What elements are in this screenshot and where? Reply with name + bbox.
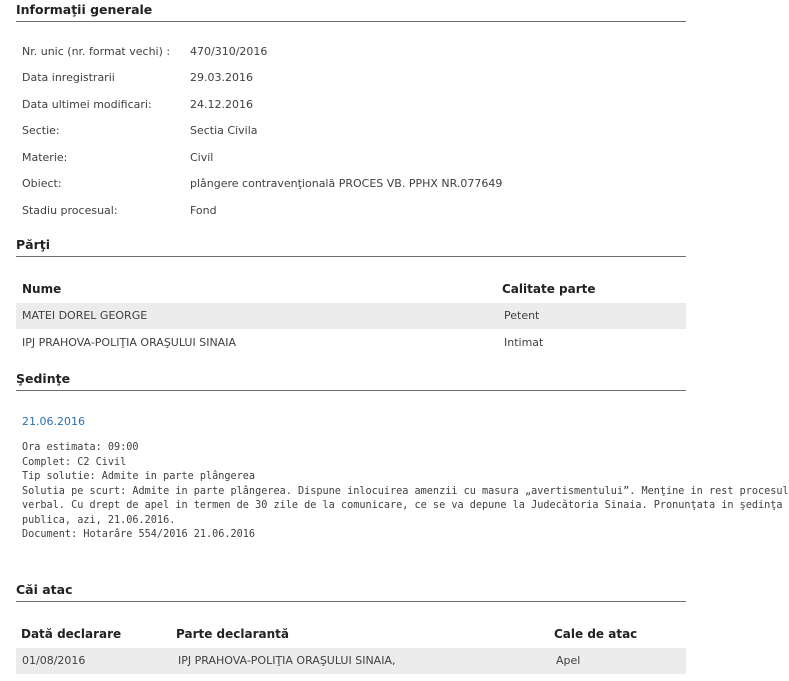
- field-value-stadiu-procesual: Fond: [190, 204, 217, 217]
- section-title-sedinte: Şedinţe: [16, 371, 686, 391]
- appeal-date: 01/08/2016: [22, 654, 86, 667]
- field-value-materie: Civil: [190, 151, 214, 164]
- hearing-tip-solutie: Tip solutie: Admite in parte plângerea: [22, 471, 256, 482]
- field-label-obiect: Obiect:: [22, 177, 62, 190]
- section-title-parti: Părţi: [16, 237, 686, 257]
- party-role: Petent: [504, 309, 540, 322]
- section-title-informatii-generale: Informaţii generale: [16, 2, 686, 22]
- hearing-solutia-line-3: publica, azi, 21.06.2016.: [22, 514, 176, 526]
- party-name: MATEI DOREL GEORGE: [22, 309, 148, 322]
- section-title-cai-atac: Căi atac: [16, 582, 686, 602]
- field-value-nr-unic: 470/310/2016: [190, 45, 268, 58]
- hearing-date-link[interactable]: 21.06.2016: [22, 415, 85, 428]
- hearing-complet: Complet: C2 Civil: [22, 456, 127, 468]
- hearing-ora-estimata: Ora estimata: 09:00: [22, 442, 139, 453]
- hearing-solutia-line-2: verbal. Cu drept de apel in termen de 30 zile de la comunicare, ce se va depune la Judecătoria Sinaia. Pronunţata in şedinţa: [22, 500, 783, 511]
- field-label-materie: Materie:: [22, 151, 68, 164]
- field-value-sectie: Sectia Civila: [190, 124, 258, 137]
- appeal-party: IPJ PRAHOVA-POLIŢIA ORAŞULUI SINAIA,: [178, 654, 396, 667]
- party-role: Intimat: [504, 336, 544, 349]
- column-header-cale-de-atac: Cale de atac: [554, 627, 638, 641]
- parti-table-header: [16, 276, 686, 302]
- table-row: [16, 303, 686, 329]
- cai-atac-table-header: [16, 621, 686, 647]
- field-label-data-inregistrarii: Data inregistrarii: [22, 71, 115, 84]
- field-label-nr-unic: Nr. unic (nr. format vechi) :: [22, 45, 171, 58]
- column-header-parte-declaranta: Parte declarantă: [176, 627, 289, 641]
- field-value-obiect: plângere contravenţională PROCES VB. PPHX NR.077649: [190, 177, 503, 190]
- field-label-sectie: Sectie:: [22, 124, 60, 137]
- hearing-details: [22, 441, 789, 543]
- field-value-data-ultimei-modificari: 24.12.2016: [190, 98, 253, 111]
- field-label-data-ultimei-modificari: Data ultimei modificari:: [22, 98, 152, 111]
- hearing-document: Document: Hotarâre 554/2016 21.06.2016: [22, 529, 256, 540]
- hearing-solutia-line-1: Solutia pe scurt: Admite in parte plângerea. Dispune inlocuirea amenzii cu masura „avertismentului”. Menţine in rest procesul: [22, 485, 789, 497]
- party-name: IPJ PRAHOVA-POLIŢIA ORAŞULUI SINAIA: [22, 336, 236, 349]
- appeal-type: Apel: [556, 654, 581, 667]
- table-row: [16, 330, 686, 356]
- field-value-data-inregistrarii: 29.03.2016: [190, 71, 253, 84]
- table-row: [16, 648, 686, 674]
- column-header-data-declarare: Dată declarare: [21, 627, 122, 641]
- field-label-stadiu-procesual: Stadiu procesual:: [22, 204, 118, 217]
- column-header-calitate-parte: Calitate parte: [502, 282, 596, 296]
- column-header-nume: Nume: [22, 282, 62, 296]
